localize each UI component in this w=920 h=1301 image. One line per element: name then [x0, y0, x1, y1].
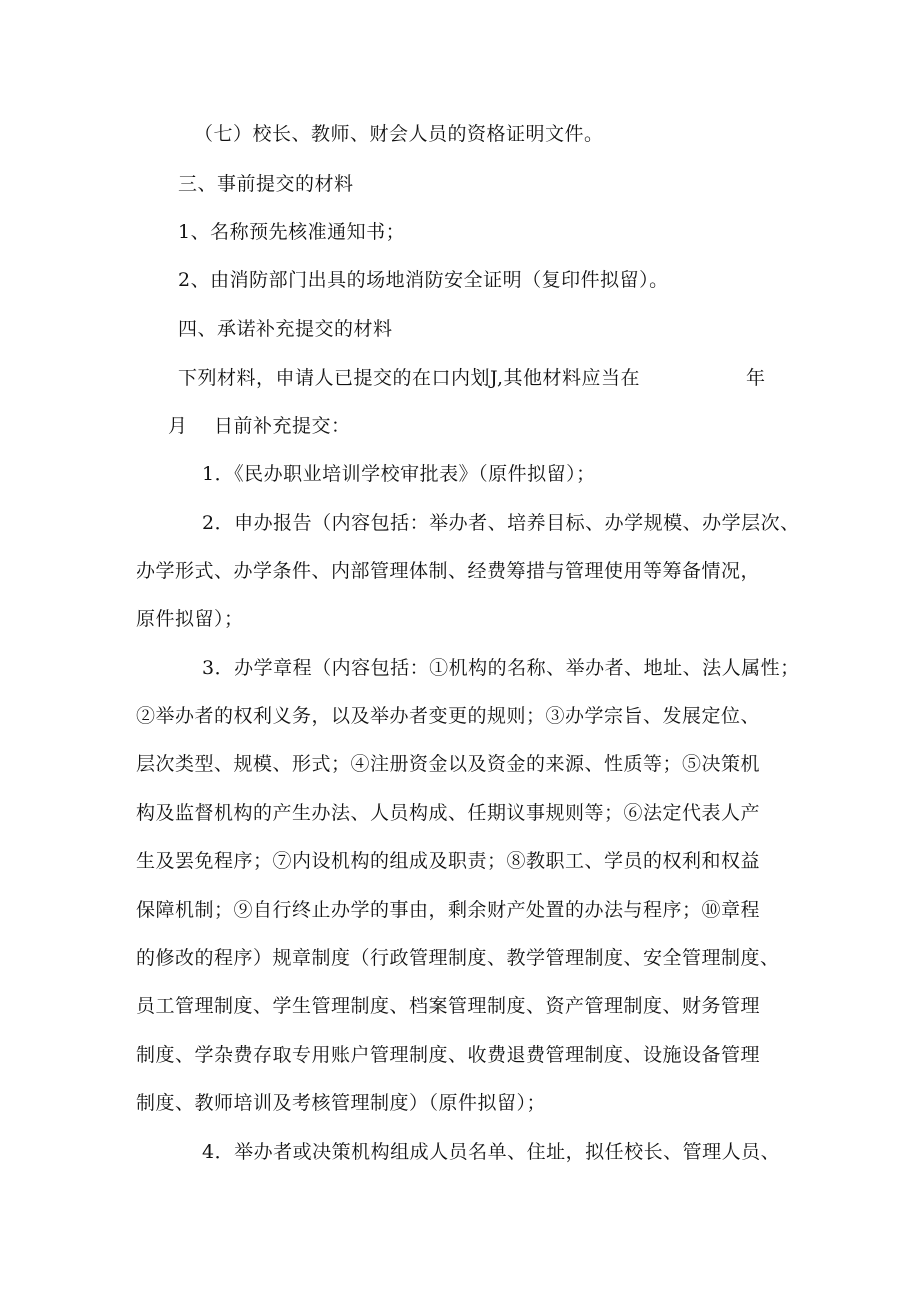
list-item-3-cont: 员工管理制度、学生管理制度、档案管理制度、资产管理制度、财务管理 [136, 995, 761, 1017]
list-item-2: 2．申办报告（内容包括：举办者、培养目标、办学规模、办学层次、 [202, 512, 800, 534]
section-heading-4: 四、承诺补充提交的材料 [178, 318, 393, 340]
list-item-3-cont: 生及罢免程序；⑦内设机构的组成及职责；⑧教职工、学员的权利和权益 [136, 850, 761, 872]
line-qualification-docs: （七）校长、教师、财会人员的资格证明文件。 [194, 123, 604, 145]
list-item-2-cont: 原件拟留）； [136, 608, 244, 630]
date-year-label: 年 [746, 367, 766, 389]
list-item-3-cont: 的修改的程序）规章制度（行政管理制度、教学管理制度、安全管理制度、 [136, 947, 780, 969]
list-item-3-cont: 层次类型、规模、形式；④注册资金以及资金的来源、性质等；⑤决策机 [136, 753, 761, 775]
line-fire-safety: 2、由消防部门出具的场地消防安全证明（复印件拟留）。 [178, 269, 669, 291]
date-month-label: 月 [168, 415, 188, 437]
list-item-1: 1．《民办职业培训学校审批表》（原件拟留）； [202, 463, 596, 485]
list-item-3-cont: 制度、教师培训及考核管理制度）（原件拟留）； [136, 1092, 547, 1114]
list-item-4: 4．举办者或决策机构组成人员名单、住址，拟任校长、管理人员、 [202, 1141, 781, 1163]
list-item-3-cont: ②举办者的权利义务，以及举办者变更的规则；③办学宗旨、发展定位、 [136, 705, 761, 727]
line-materials-intro: 下列材料，申请人已提交的在口内划J,其他材料应当在 [178, 367, 641, 389]
line-name-approval: 1、名称预先核准通知书； [178, 221, 406, 243]
list-item-2-cont: 办学形式、办学条件、内部管理体制、经费筹措与管理使用等筹备情况， [136, 560, 761, 582]
section-heading-3: 三、事前提交的材料 [178, 173, 354, 195]
date-day-label: 日前补充提交： [214, 415, 351, 437]
list-item-3-cont: 保障机制；⑨自行终止办学的事由，剩余财产处置的办法与程序；⑩章程 [136, 899, 761, 921]
list-item-3-cont: 制度、学杂费存取专用账户管理制度、收费退费管理制度、设施设备管理 [136, 1044, 761, 1066]
list-item-3-cont: 构及监督机构的产生办法、人员构成、任期议事规则等；⑥法定代表人产 [136, 802, 761, 824]
list-item-3: 3．办学章程（内容包括：①机构的名称、举办者、地址、法人属性； [202, 657, 800, 679]
